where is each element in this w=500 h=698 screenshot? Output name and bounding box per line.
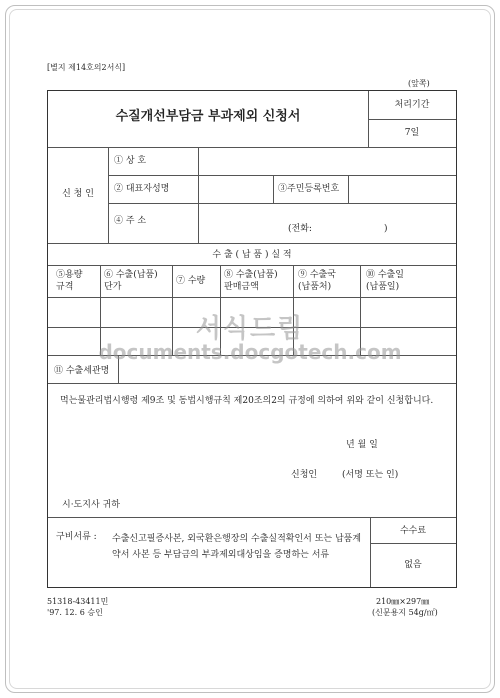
fee-label: 수수료 bbox=[399, 526, 427, 536]
required-docs-label: 구비서류 : bbox=[56, 532, 97, 542]
resident-number-label: ③주민등록번호 bbox=[278, 184, 340, 194]
form-title: 수질개선부담금 부과제외 신청서 bbox=[115, 109, 301, 124]
date-line: 년 월 일 bbox=[346, 440, 378, 450]
processing-period-value: 7일 bbox=[404, 128, 420, 138]
col-sales-amount: ⑧ 수출(납품) 판매금액 bbox=[224, 270, 278, 292]
signature-sign: (서명 또는 인) bbox=[342, 470, 399, 480]
col-capacity: ⑤용량 규격 bbox=[56, 270, 83, 292]
recipient: 시·도지사 귀하 bbox=[62, 500, 120, 510]
page-side-label: (앞쪽) bbox=[408, 79, 430, 88]
fee-value: 없음 bbox=[404, 560, 422, 570]
watermark-url: documents.docgotech.com bbox=[98, 340, 402, 364]
col-quantity: ⑦ 수량 bbox=[176, 276, 206, 286]
address-label: ④ 주 소 bbox=[114, 216, 147, 226]
signature-label: 신청인 bbox=[291, 470, 318, 480]
phone-close: ) bbox=[384, 224, 388, 234]
footer-size: 210㎜×297㎜ bbox=[376, 597, 430, 606]
representative-name-label: ② 대표자성명 bbox=[114, 184, 170, 194]
footer-approved: '97. 12. 6 승인 bbox=[47, 608, 103, 617]
customs-office-label: ⑪ 수출세관명 bbox=[54, 366, 110, 376]
form-reference: [별지 제14호의2서식] bbox=[47, 63, 126, 72]
export-section-title: 수 출 ( 납 품 ) 실 적 bbox=[212, 250, 292, 260]
col-unit-price: ⑥ 수출(납품) 단가 bbox=[104, 270, 158, 292]
watermark-title: 서식드림 bbox=[195, 314, 305, 344]
col-export-date: ⑩ 수출일 (납품일) bbox=[366, 270, 404, 292]
footer-code: 51318-43411민 bbox=[47, 597, 109, 606]
footer-paper: (신문용지 54g/㎡) bbox=[372, 608, 438, 617]
phone-label: (전화: bbox=[288, 224, 312, 234]
col-export-country: ⑨ 수출국 (납품처) bbox=[298, 270, 336, 292]
trade-name-label: ① 상 호 bbox=[114, 156, 147, 166]
processing-period-label: 처리기간 bbox=[394, 100, 430, 110]
applicant-section-label: 신 청 인 bbox=[62, 189, 94, 199]
required-docs-text: 수출신고필증사본, 외국환은행장의 수출실적확인서 또는 납품계약서 사본 등 부담금의 부과제외대상임을 증명하는 서류 bbox=[112, 534, 362, 560]
application-statement: 먹는물관리법시행령 제9조 및 동법시행규칙 제20조의2의 규정에 의하여 위와 같이 신청합니다. bbox=[60, 396, 434, 406]
